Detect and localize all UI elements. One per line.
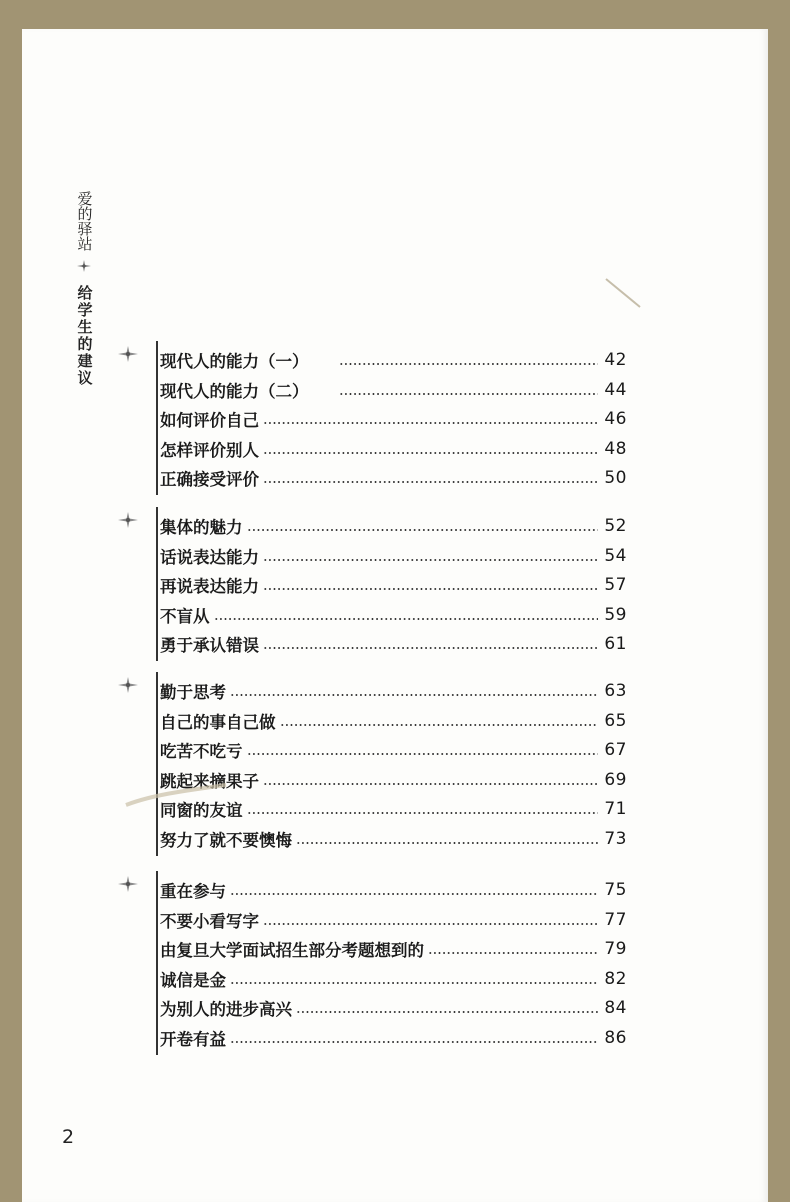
toc-section xyxy=(22,507,768,661)
dot-leader xyxy=(263,559,598,561)
toc-entry[interactable] xyxy=(159,404,627,434)
dot-leader xyxy=(263,481,598,483)
toc-entry-title: 怎样评价别人 xyxy=(160,440,259,460)
toc-entry[interactable] xyxy=(159,964,627,994)
dot-leader xyxy=(247,753,599,755)
dot-leader xyxy=(296,842,598,844)
sparkle-flower-icon xyxy=(117,345,139,367)
toc-entry-title: 重在参与 xyxy=(160,882,226,901)
toc-entry[interactable] xyxy=(159,600,627,630)
toc-entry[interactable] xyxy=(159,463,627,493)
dot-leader xyxy=(230,982,598,984)
toc-entry-title: 自己的事自己做 xyxy=(160,712,276,732)
toc-entry[interactable] xyxy=(159,824,627,854)
toc-entry-title: 由复旦大学面试招生部分考题想到的 xyxy=(160,941,424,961)
running-head-book-title: 爱的驿站 xyxy=(75,191,94,251)
toc-entry-page: 57 xyxy=(604,575,627,596)
toc-entry-page: 63 xyxy=(604,681,627,701)
section-rule xyxy=(156,672,158,856)
toc-entry[interactable] xyxy=(159,375,627,405)
toc-entry-title: 现代人的能力（二） xyxy=(160,381,309,401)
toc-entry-title: 跳起来摘果子 xyxy=(160,771,259,791)
toc-entry-page: 79 xyxy=(604,939,627,960)
running-head-series-title: 给学生的建议 xyxy=(75,285,94,387)
section-rule xyxy=(156,341,158,495)
sparkle-flower-icon xyxy=(117,875,139,897)
toc-entry-title: 不要小看写字 xyxy=(160,911,259,931)
paper-scuff xyxy=(604,277,644,311)
dot-leader xyxy=(339,393,599,395)
toc-entry-title: 诚信是金 xyxy=(160,970,226,990)
toc-entry-page: 50 xyxy=(604,468,627,489)
toc-entry-page: 42 xyxy=(604,350,627,370)
dot-leader xyxy=(428,952,598,954)
toc-entry-page: 59 xyxy=(604,604,627,625)
dot-leader xyxy=(263,422,598,424)
dot-leader xyxy=(263,783,598,785)
toc-entry-page: 46 xyxy=(604,409,627,430)
toc-entry-page: 84 xyxy=(604,998,627,1019)
sparkle-flower-icon xyxy=(117,676,139,698)
dot-leader xyxy=(247,812,599,814)
toc-entry-page: 71 xyxy=(604,799,627,820)
dot-leader xyxy=(263,647,598,649)
toc-section xyxy=(22,871,768,1055)
section-rule xyxy=(156,871,158,1055)
toc-entry-page: 67 xyxy=(604,740,627,761)
dot-leader xyxy=(263,588,598,590)
dot-leader xyxy=(230,694,598,696)
toc-entry-title: 同窗的友谊 xyxy=(160,801,243,821)
toc-entry-title: 话说表达能力 xyxy=(160,547,259,567)
toc-entry-title: 正确接受评价 xyxy=(160,470,259,490)
toc-section xyxy=(22,672,768,856)
toc-entry[interactable] xyxy=(159,629,627,659)
toc-entry-page: 69 xyxy=(604,769,627,790)
toc-entry-title: 不盲从 xyxy=(160,606,210,626)
dot-leader xyxy=(280,724,599,726)
toc-entry[interactable] xyxy=(159,676,627,706)
toc-entry[interactable] xyxy=(159,541,627,571)
toc-entry[interactable] xyxy=(159,511,627,541)
toc-entry[interactable] xyxy=(159,706,627,736)
sparkle-flower-icon xyxy=(117,511,139,533)
toc-entry-page: 54 xyxy=(604,545,627,566)
dot-leader xyxy=(247,529,599,531)
dot-leader xyxy=(230,1041,598,1043)
dot-leader xyxy=(214,618,599,620)
toc-entry[interactable] xyxy=(159,345,627,375)
sparkle-flower-icon xyxy=(76,259,92,273)
toc-entry[interactable] xyxy=(159,875,627,905)
toc-entry-page: 73 xyxy=(604,829,627,849)
toc-entry[interactable] xyxy=(159,1023,627,1053)
toc-entry-page: 75 xyxy=(604,880,627,900)
toc-entry-title: 现代人的能力（一） xyxy=(160,352,309,371)
toc-entry-page: 82 xyxy=(604,968,627,989)
toc-entry-page: 86 xyxy=(604,1028,627,1048)
toc-entry-title: 再说表达能力 xyxy=(160,577,259,597)
toc-entry-title: 如何评价自己 xyxy=(160,411,259,431)
toc-entry[interactable] xyxy=(159,905,627,935)
toc-entry-page: 44 xyxy=(604,379,627,400)
toc-entry-title: 努力了就不要懊悔 xyxy=(160,831,292,850)
toc-entry-page: 61 xyxy=(604,634,627,655)
toc-entry-title: 勇于承认错误 xyxy=(160,636,259,656)
toc-entry-title: 为别人的进步高兴 xyxy=(160,1000,292,1020)
dot-leader xyxy=(339,363,599,365)
book-page xyxy=(22,29,768,1202)
dot-leader xyxy=(263,923,598,925)
toc-entry-page: 77 xyxy=(604,909,627,930)
toc-entry[interactable] xyxy=(159,434,627,464)
toc-entry-page: 48 xyxy=(604,438,627,459)
toc-entry-page: 52 xyxy=(604,516,627,536)
toc-entry[interactable] xyxy=(159,735,627,765)
section-rule xyxy=(156,507,158,661)
dot-leader xyxy=(230,893,598,895)
toc-entry-title: 勤于思考 xyxy=(160,683,226,702)
page-number: 2 xyxy=(62,1126,75,1148)
toc-entry[interactable] xyxy=(159,934,627,964)
toc-entry-title: 集体的魅力 xyxy=(160,518,243,537)
toc-entry-page: 65 xyxy=(604,710,627,731)
toc-entry[interactable] xyxy=(159,993,627,1023)
toc-entry[interactable] xyxy=(159,765,627,795)
dot-leader xyxy=(296,1011,598,1013)
toc-section xyxy=(22,341,768,495)
toc-entry-title: 吃苦不吃亏 xyxy=(160,742,243,762)
toc-entry[interactable] xyxy=(159,794,627,824)
toc-entry-title: 开卷有益 xyxy=(160,1030,226,1049)
toc-entry[interactable] xyxy=(159,570,627,600)
dot-leader xyxy=(263,452,598,454)
